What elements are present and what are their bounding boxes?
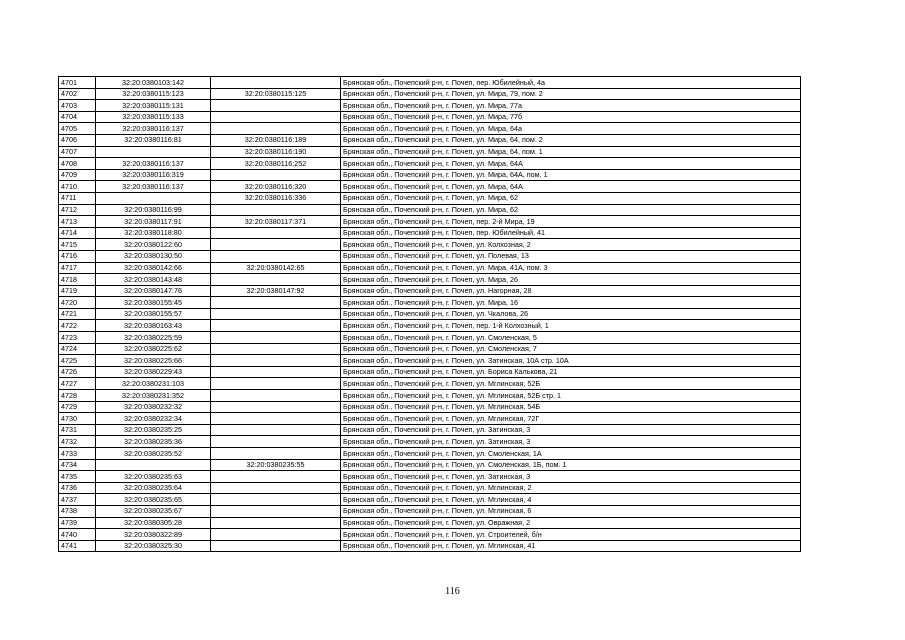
cadastral-number-cell: 32:20:0380115:131: [96, 100, 211, 112]
cadastral-number-cell: [96, 459, 211, 471]
related-cadastral-number-cell: [211, 239, 341, 251]
table-row: [59, 482, 801, 494]
row-number-cell: 4734: [59, 459, 96, 471]
cadastral-number-cell: 32:20:0380155:45: [96, 297, 211, 309]
row-number-cell: 4705: [59, 123, 96, 135]
cadastral-number-cell: 32:20:0380225:62: [96, 343, 211, 355]
related-cadastral-number-cell: [211, 274, 341, 286]
address-cell: Брянская обл., Почепский р-н, г. Почеп, ул. Мира, 16: [341, 297, 801, 309]
row-number-cell: 4740: [59, 529, 96, 541]
address-cell: Брянская обл., Почепский р-н, г. Почеп, ул. Бориса Калькова, 21: [341, 366, 801, 378]
table-row: [59, 378, 801, 390]
cadastral-number-cell: [96, 146, 211, 158]
related-cadastral-number-cell: [211, 169, 341, 181]
row-number-cell: 4730: [59, 413, 96, 425]
table-row: [59, 459, 801, 471]
row-number-cell: 4726: [59, 366, 96, 378]
table-row: [59, 192, 801, 204]
cadastral-number-cell: 32:20:0380122:60: [96, 239, 211, 251]
cadastral-number-cell: 32:20:0380325:30: [96, 540, 211, 552]
row-number-cell: 4710: [59, 181, 96, 193]
row-number-cell: 4707: [59, 146, 96, 158]
table-row: [59, 529, 801, 541]
table-row: [59, 424, 801, 436]
table-row: [59, 448, 801, 460]
address-cell: Брянская обл., Почепский р-н, г. Почеп, ул. Мира, 64А, пом. 1: [341, 169, 801, 181]
cadastral-number-cell: 32:20:0380117:91: [96, 216, 211, 228]
related-cadastral-number-cell: 32:20:0380142:65: [211, 262, 341, 274]
address-cell: Брянская обл., Почепский р-н, г. Почеп, пер. Юбилейный, 4а: [341, 77, 801, 89]
related-cadastral-number-cell: [211, 366, 341, 378]
related-cadastral-number-cell: [211, 343, 341, 355]
row-number-cell: 4701: [59, 77, 96, 89]
address-cell: Брянская обл., Почепский р-н, г. Почеп, ул. Мира, 41А, пом. 3: [341, 262, 801, 274]
related-cadastral-number-cell: [211, 320, 341, 332]
cadastral-number-cell: 32:20:0380116:81: [96, 134, 211, 146]
row-number-cell: 4717: [59, 262, 96, 274]
row-number-cell: 4728: [59, 390, 96, 402]
cadastral-number-cell: 32:20:0380235:67: [96, 505, 211, 517]
table-row: [59, 517, 801, 529]
table-row: [59, 134, 801, 146]
table-row: [59, 146, 801, 158]
table-row: [59, 540, 801, 552]
table-row: [59, 250, 801, 262]
row-number-cell: 4738: [59, 505, 96, 517]
related-cadastral-number-cell: 32:20:0380116:336: [211, 192, 341, 204]
cadastral-number-cell: [96, 192, 211, 204]
address-cell: Брянская обл., Почепский р-н, г. Почеп, ул. Мглинская, 2: [341, 482, 801, 494]
related-cadastral-number-cell: 32:20:0380116:320: [211, 181, 341, 193]
cadastral-number-cell: 32:20:0380235:25: [96, 424, 211, 436]
related-cadastral-number-cell: [211, 482, 341, 494]
table-row: [59, 505, 801, 517]
related-cadastral-number-cell: 32:20:0380116:189: [211, 134, 341, 146]
row-number-cell: 4719: [59, 285, 96, 297]
table-row: [59, 262, 801, 274]
related-cadastral-number-cell: [211, 529, 341, 541]
table-row: [59, 181, 801, 193]
related-cadastral-number-cell: 32:20:0380115:125: [211, 88, 341, 100]
address-cell: Брянская обл., Почепский р-н, г. Почеп, ул. Овражная, 2: [341, 517, 801, 529]
cadastral-number-cell: 32:20:0380163:43: [96, 320, 211, 332]
related-cadastral-number-cell: [211, 517, 341, 529]
cadastral-number-cell: 32:20:0380322:89: [96, 529, 211, 541]
row-number-cell: 4703: [59, 100, 96, 112]
cadastral-number-cell: 32:20:0380143:48: [96, 274, 211, 286]
cadastral-number-cell: 32:20:0380305:28: [96, 517, 211, 529]
table-row: [59, 111, 801, 123]
address-cell: Брянская обл., Почепский р-н, г. Почеп, ул. Мглинская, 52Б: [341, 378, 801, 390]
row-number-cell: 4733: [59, 448, 96, 460]
address-cell: Брянская обл., Почепский р-н, г. Почеп, ул. Мира, 77б: [341, 111, 801, 123]
cadastral-number-cell: 32:20:0380103:142: [96, 77, 211, 89]
address-cell: Брянская обл., Почепский р-н, г. Почеп, ул. Мглинская, 54Б: [341, 401, 801, 413]
related-cadastral-number-cell: [211, 297, 341, 309]
address-cell: Брянская обл., Почепский р-н, г. Почеп, ул. Затинская, 3: [341, 471, 801, 483]
table-row: [59, 308, 801, 320]
table-row: [59, 239, 801, 251]
row-number-cell: 4708: [59, 158, 96, 170]
cadastral-number-cell: 32:20:0380235:36: [96, 436, 211, 448]
property-registry-table: [58, 76, 801, 552]
related-cadastral-number-cell: 32:20:0380116:252: [211, 158, 341, 170]
cadastral-number-cell: 32:20:0380116:319: [96, 169, 211, 181]
address-cell: Брянская обл., Почепский р-н, г. Почеп, ул. Мглинская, 72Г: [341, 413, 801, 425]
row-number-cell: 4702: [59, 88, 96, 100]
table-row: [59, 274, 801, 286]
table-row: [59, 204, 801, 216]
related-cadastral-number-cell: [211, 77, 341, 89]
table-row: [59, 390, 801, 402]
related-cadastral-number-cell: [211, 505, 341, 517]
address-cell: Брянская обл., Почепский р-н, г. Почеп, ул. Мглинская, 41: [341, 540, 801, 552]
cadastral-number-cell: 32:20:0380225:66: [96, 355, 211, 367]
cadastral-number-cell: 32:20:0380235:64: [96, 482, 211, 494]
related-cadastral-number-cell: [211, 100, 341, 112]
table-row: [59, 158, 801, 170]
cadastral-number-cell: 32:20:0380130:50: [96, 250, 211, 262]
row-number-cell: 4715: [59, 239, 96, 251]
related-cadastral-number-cell: [211, 308, 341, 320]
cadastral-number-cell: 32:20:0380225:59: [96, 332, 211, 344]
row-number-cell: 4731: [59, 424, 96, 436]
row-number-cell: 4713: [59, 216, 96, 228]
address-cell: Брянская обл., Почепский р-н, г. Почеп, ул. Мглинская, 6: [341, 505, 801, 517]
table-row: [59, 413, 801, 425]
table-row: [59, 88, 801, 100]
address-cell: Брянская обл., Почепский р-н, г. Почеп, ул. Смоленская, 1Б, пом. 1: [341, 459, 801, 471]
table-row: [59, 355, 801, 367]
cadastral-number-cell: 32:20:0380235:63: [96, 471, 211, 483]
row-number-cell: 4712: [59, 204, 96, 216]
row-number-cell: 4724: [59, 343, 96, 355]
table-row: [59, 123, 801, 135]
address-cell: Брянская обл., Почепский р-н, г. Почеп, ул. Смоленская, 7: [341, 343, 801, 355]
related-cadastral-number-cell: [211, 448, 341, 460]
address-cell: Брянская обл., Почепский р-н, г. Почеп, пер. 1-й Колхозный, 1: [341, 320, 801, 332]
table-row: [59, 320, 801, 332]
registry-table-body: [59, 77, 801, 552]
related-cadastral-number-cell: [211, 413, 341, 425]
row-number-cell: 4727: [59, 378, 96, 390]
related-cadastral-number-cell: [211, 123, 341, 135]
address-cell: Брянская обл., Почепский р-н, г. Почеп, пер. Юбилейный, 41: [341, 227, 801, 239]
address-cell: Брянская обл., Почепский р-н, г. Почеп, ул. Мира, 79, пом. 2: [341, 88, 801, 100]
row-number-cell: 4735: [59, 471, 96, 483]
related-cadastral-number-cell: 32:20:0380235:55: [211, 459, 341, 471]
address-cell: Брянская обл., Почепский р-н, г. Почеп, ул. Мглинская, 52Б стр. 1: [341, 390, 801, 402]
cadastral-number-cell: 32:20:0380231:103: [96, 378, 211, 390]
address-cell: Брянская обл., Почепский р-н, г. Почеп, ул. Нагорная, 28: [341, 285, 801, 297]
related-cadastral-number-cell: [211, 378, 341, 390]
related-cadastral-number-cell: [211, 332, 341, 344]
cadastral-number-cell: 32:20:0380235:52: [96, 448, 211, 460]
address-cell: Брянская обл., Почепский р-н, г. Почеп, ул. Мира, 64А: [341, 181, 801, 193]
cadastral-number-cell: 32:20:0380232:34: [96, 413, 211, 425]
table-row: [59, 494, 801, 506]
address-cell: Брянская обл., Почепский р-н, г. Почеп, ул. Колхозная, 2: [341, 239, 801, 251]
related-cadastral-number-cell: [211, 355, 341, 367]
row-number-cell: 4737: [59, 494, 96, 506]
row-number-cell: 4741: [59, 540, 96, 552]
table-row: [59, 216, 801, 228]
table-row: [59, 285, 801, 297]
row-number-cell: 4720: [59, 297, 96, 309]
address-cell: Брянская обл., Почепский р-н, г. Почеп, ул. Полевая, 13: [341, 250, 801, 262]
related-cadastral-number-cell: [211, 390, 341, 402]
related-cadastral-number-cell: 32:20:0380147:92: [211, 285, 341, 297]
row-number-cell: 4704: [59, 111, 96, 123]
address-cell: Брянская обл., Почепский р-н, г. Почеп, ул. Смоленская, 1А: [341, 448, 801, 460]
cadastral-number-cell: 32:20:0380116:137: [96, 181, 211, 193]
row-number-cell: 4714: [59, 227, 96, 239]
related-cadastral-number-cell: [211, 471, 341, 483]
related-cadastral-number-cell: [211, 111, 341, 123]
row-number-cell: 4718: [59, 274, 96, 286]
address-cell: Брянская обл., Почепский р-н, г. Почеп, ул. Мира, 62: [341, 192, 801, 204]
table-row: [59, 471, 801, 483]
cadastral-number-cell: 32:20:0380116:99: [96, 204, 211, 216]
cadastral-number-cell: 32:20:0380118:80: [96, 227, 211, 239]
table-row: [59, 366, 801, 378]
row-number-cell: 4721: [59, 308, 96, 320]
related-cadastral-number-cell: [211, 227, 341, 239]
cadastral-number-cell: 32:20:0380115:123: [96, 88, 211, 100]
address-cell: Брянская обл., Почепский р-н, г. Почеп, ул. Строителей, б/н: [341, 529, 801, 541]
related-cadastral-number-cell: [211, 204, 341, 216]
address-cell: Брянская обл., Почепский р-н, г. Почеп, ул. Мира, 64а: [341, 123, 801, 135]
address-cell: Брянская обл., Почепский р-н, г. Почеп, ул. Затинская, 3: [341, 424, 801, 436]
address-cell: Брянская обл., Почепский р-н, г. Почеп, пер. 2-й Мира, 19: [341, 216, 801, 228]
address-cell: Брянская обл., Почепский р-н, г. Почеп, ул. Мира, 64А: [341, 158, 801, 170]
row-number-cell: 4723: [59, 332, 96, 344]
cadastral-number-cell: 32:20:0380147:76: [96, 285, 211, 297]
row-number-cell: 4739: [59, 517, 96, 529]
cadastral-number-cell: 32:20:0380116:137: [96, 158, 211, 170]
table-row: [59, 332, 801, 344]
row-number-cell: 4725: [59, 355, 96, 367]
row-number-cell: 4709: [59, 169, 96, 181]
address-cell: Брянская обл., Почепский р-н, г. Почеп, ул. Мира, 26: [341, 274, 801, 286]
cadastral-number-cell: 32:20:0380232:32: [96, 401, 211, 413]
row-number-cell: 4736: [59, 482, 96, 494]
address-cell: Брянская обл., Почепский р-н, г. Почеп, ул. Мира, 64, пом. 2: [341, 134, 801, 146]
table-row: [59, 77, 801, 89]
table-row: [59, 100, 801, 112]
address-cell: Брянская обл., Почепский р-н, г. Почеп, ул. Мира, 62: [341, 204, 801, 216]
address-cell: Брянская обл., Почепский р-н, г. Почеп, ул. Мира, 64, пом. 1: [341, 146, 801, 158]
table-row: [59, 401, 801, 413]
related-cadastral-number-cell: [211, 436, 341, 448]
cadastral-number-cell: 32:20:0380231:352: [96, 390, 211, 402]
table-row: [59, 169, 801, 181]
cadastral-number-cell: 32:20:0380235:65: [96, 494, 211, 506]
row-number-cell: 4716: [59, 250, 96, 262]
related-cadastral-number-cell: 32:20:0380116:190: [211, 146, 341, 158]
row-number-cell: 4711: [59, 192, 96, 204]
cadastral-number-cell: 32:20:0380142:66: [96, 262, 211, 274]
row-number-cell: 4732: [59, 436, 96, 448]
cadastral-number-cell: 32:20:0380155:57: [96, 308, 211, 320]
related-cadastral-number-cell: [211, 424, 341, 436]
address-cell: Брянская обл., Почепский р-н, г. Почеп, ул. Затинская, 3: [341, 436, 801, 448]
address-cell: Брянская обл., Почепский р-н, г. Почеп, ул. Чкалова, 26: [341, 308, 801, 320]
related-cadastral-number-cell: 32:20:0380117:371: [211, 216, 341, 228]
table-row: [59, 227, 801, 239]
row-number-cell: 4706: [59, 134, 96, 146]
address-cell: Брянская обл., Почепский р-н, г. Почеп, ул. Затинская, 10А стр. 10А: [341, 355, 801, 367]
cadastral-number-cell: 32:20:0380115:133: [96, 111, 211, 123]
related-cadastral-number-cell: [211, 494, 341, 506]
table-row: [59, 297, 801, 309]
table-row: [59, 436, 801, 448]
related-cadastral-number-cell: [211, 540, 341, 552]
address-cell: Брянская обл., Почепский р-н, г. Почеп, ул. Мира, 77а: [341, 100, 801, 112]
cadastral-number-cell: 32:20:0380229:43: [96, 366, 211, 378]
related-cadastral-number-cell: [211, 401, 341, 413]
address-cell: Брянская обл., Почепский р-н, г. Почеп, ул. Смоленская, 5: [341, 332, 801, 344]
table-row: [59, 343, 801, 355]
row-number-cell: 4722: [59, 320, 96, 332]
page-number: 116: [445, 586, 460, 597]
cadastral-number-cell: 32:20:0380116:137: [96, 123, 211, 135]
related-cadastral-number-cell: [211, 250, 341, 262]
address-cell: Брянская обл., Почепский р-н, г. Почеп, ул. Мглинская, 4: [341, 494, 801, 506]
row-number-cell: 4729: [59, 401, 96, 413]
